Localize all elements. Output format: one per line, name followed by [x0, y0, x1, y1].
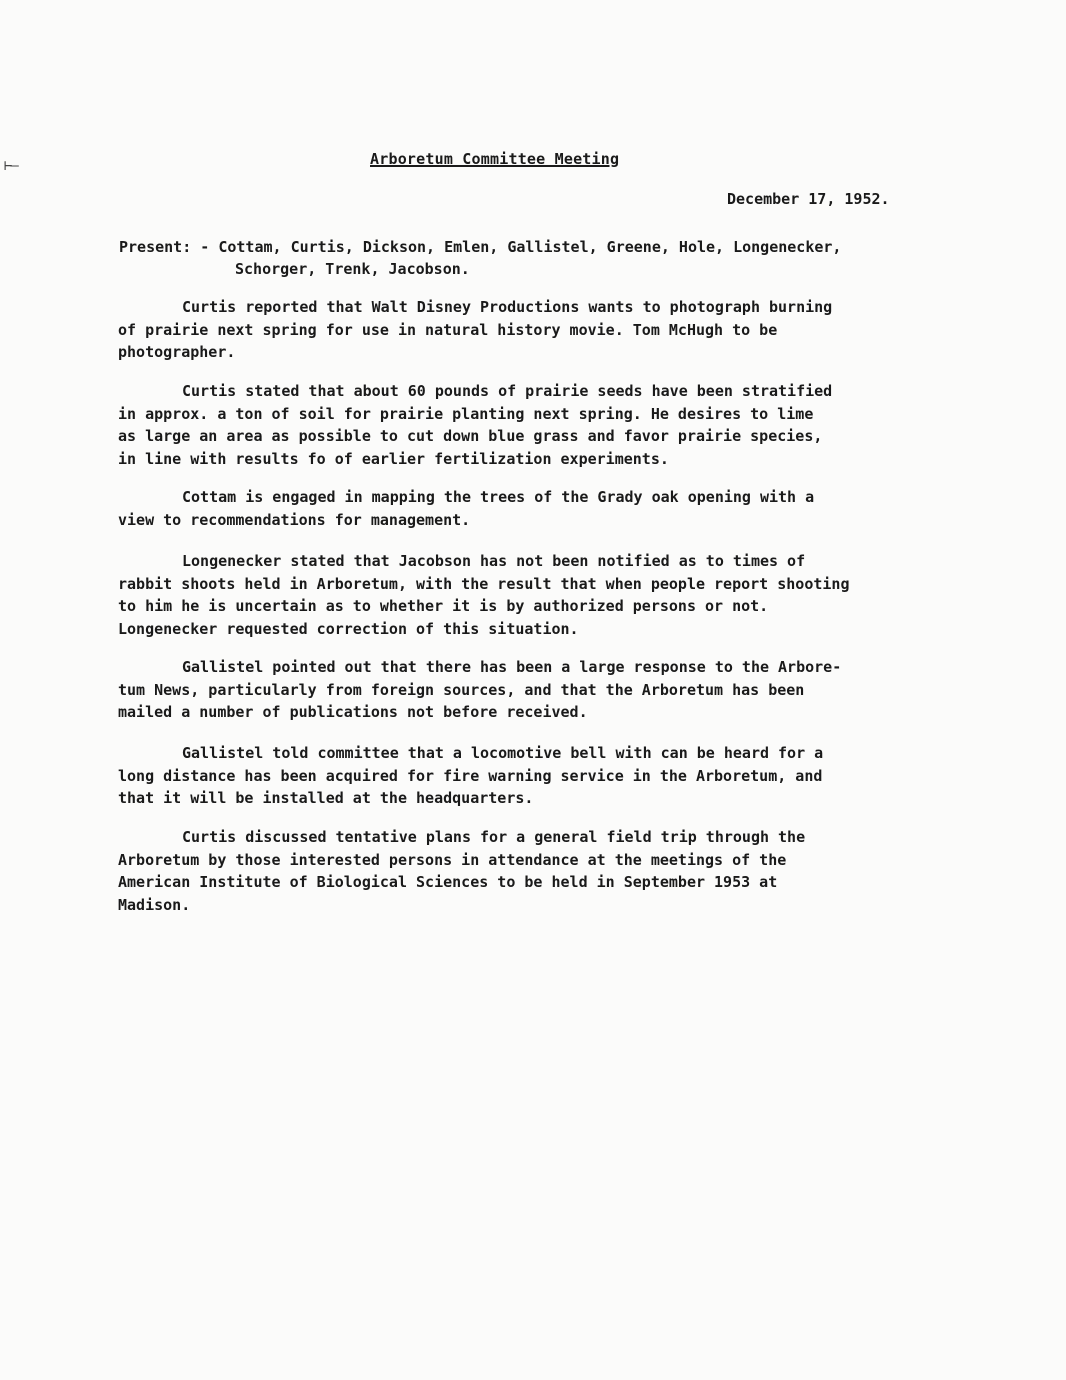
attendees-list: [119, 236, 1019, 280]
paragraph-line: Longenecker requested correction of this situation.: [118, 619, 579, 638]
paragraph-line: Curtis stated that about 60 pounds of prairie seeds have been stratified: [182, 382, 833, 400]
paragraph-line: Cottam is engaged in mapping the trees of the Grady oak opening with a: [182, 488, 815, 506]
paragraph-line: Longenecker stated that Jacobson has not been notified as to times of: [182, 552, 806, 570]
paragraph-line: tum News, particularly from foreign sources, and that the Arboretum has been: [118, 680, 805, 699]
paragraph-line: mailed a number of publications not before received.: [118, 703, 588, 721]
paragraph-locomotive-bell: [118, 742, 978, 810]
paragraph-rabbit-shoots: [118, 550, 978, 640]
paragraph-line: long distance has been acquired for fire warning service in the Arboretum, and: [118, 766, 823, 785]
margin-mark: ⊢–: [4, 158, 17, 174]
paragraph-line: American Institute of Biological Sciences to be held in September 1953 at: [118, 873, 778, 891]
paragraph-arboretum-news: [118, 656, 978, 724]
paragraph-field-trip: [118, 826, 978, 916]
page-title: Arboretum Committee Meeting: [370, 150, 620, 168]
paragraph-line: as large an area as possible to cut down blue grass and favor prairie species,: [118, 427, 823, 445]
attendees-line-2: Schorger, Trenk, Jacobson.: [235, 260, 470, 278]
paragraph-line: that it will be installed at the headquarters.: [118, 789, 534, 807]
paragraph-line: Arboretum by those interested persons in attendance at the meetings of the: [118, 850, 787, 869]
attendees-line-1: Present: - Cottam, Curtis, Dickson, Emlen, Gallistel, Greene, Hole, Longenecker,: [119, 238, 842, 256]
paragraph-prairie-seeds: [118, 380, 978, 470]
meeting-date: December 17, 1952.: [727, 190, 890, 208]
paragraph-grady-oak-mapping: [118, 486, 978, 531]
paragraph-line: in approx. a ton of soil for prairie planting next spring. He desires to lime: [118, 404, 814, 423]
paragraph-line: Madison.: [118, 895, 191, 914]
paragraph-line: of prairie next spring for use in natural history movie. Tom McHugh to be: [118, 320, 778, 339]
paragraph-disney-filming: [118, 296, 978, 364]
paragraph-line: in line with results fo of earlier fertilization experiments.: [118, 449, 669, 468]
paragraph-line: Curtis reported that Walt Disney Productions wants to photograph burning: [182, 298, 833, 316]
paragraph-line: photographer.: [118, 343, 236, 361]
paragraph-line: Gallistel pointed out that there has been a large response to the Arbore-: [182, 658, 842, 676]
paragraph-line: to him he is uncertain as to whether it is by authorized persons or not.: [118, 597, 769, 615]
paragraph-line: Gallistel told committee that a locomotive bell with can be heard for a: [182, 744, 824, 762]
paragraph-line: rabbit shoots held in Arboretum, with the result that when people report shooting: [118, 574, 850, 593]
paragraph-line: view to recommendations for management.: [118, 510, 471, 529]
paragraph-line: Curtis discussed tentative plans for a general field trip through the: [182, 828, 806, 846]
